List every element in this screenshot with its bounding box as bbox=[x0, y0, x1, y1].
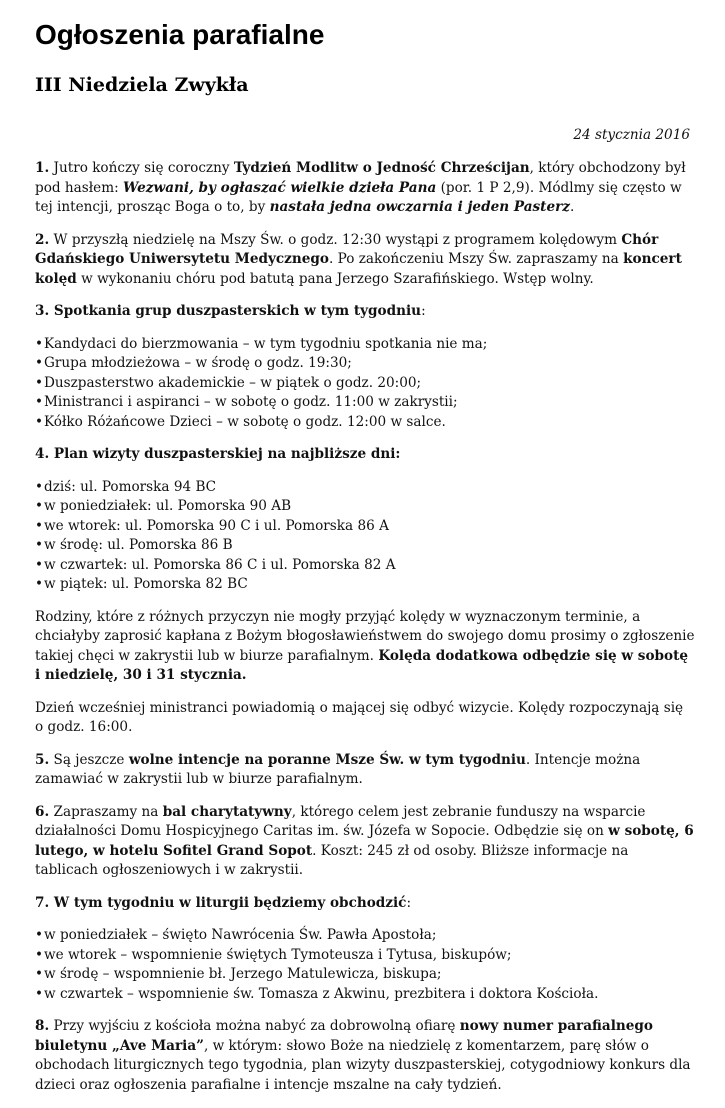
announcement-6 bbox=[35, 803, 695, 881]
group-meetings-list bbox=[35, 335, 695, 433]
announcement-emphasis: w sobotę, 6 lutego, w hotelu Sofitel Grand Sopot bbox=[35, 823, 694, 859]
bullet-icon: • bbox=[35, 966, 44, 982]
heading-colon: : bbox=[421, 303, 426, 319]
announcement-text: . Intencje można zamawiać w zakrystii lub w biurze parafialnym. bbox=[35, 751, 641, 787]
page-title: Ogłoszenia parafialne bbox=[35, 19, 325, 50]
list-item-text: w poniedziałek: ul. Pomorska 90 AB bbox=[44, 498, 292, 514]
announcement-text: Zapraszamy na bbox=[49, 803, 163, 820]
heading-colon: : bbox=[406, 894, 412, 911]
announcement-text: Jutro kończy się coroczny bbox=[49, 160, 234, 176]
list-item-text: Ministranci i aspiranci – w sobotę o godz. 11:00 w zakrystii; bbox=[44, 394, 458, 410]
bullet-icon: • bbox=[35, 335, 44, 352]
list-item bbox=[35, 556, 695, 576]
announcement-emphasis: wolne intencje na poranne Msze Św. w tym tygodniu bbox=[128, 751, 526, 768]
section-heading: 7. W tym tygodniu w liturgii będziemy obchodzić bbox=[35, 894, 407, 911]
list-item bbox=[35, 413, 695, 433]
bullet-icon: • bbox=[35, 556, 44, 573]
announcement-emphasis: koncert kolęd bbox=[35, 251, 682, 287]
list-item-text: w środę: ul. Pomorska 86 B bbox=[44, 537, 233, 553]
liturgy-list bbox=[35, 926, 695, 1004]
announcement-1 bbox=[35, 159, 695, 218]
list-item-text: w czwartek: ul. Pomorska 86 C i ul. Pomorska 82 A bbox=[44, 556, 396, 573]
announcement-number: 8. bbox=[35, 1018, 50, 1034]
announcement-3-heading bbox=[35, 302, 695, 322]
list-item bbox=[35, 393, 695, 413]
bullet-icon: • bbox=[35, 394, 44, 410]
list-item-text: w piątek: ul. Pomorska 82 BC bbox=[44, 576, 248, 592]
list-item-text: we wtorek: ul. Pomorska 90 C i ul. Pomorska 86 A bbox=[44, 517, 389, 534]
bullet-icon: • bbox=[35, 576, 44, 592]
announcement-text: , w którym: słowo Boże na niedzielę z komentarzem, parę słów o obchodach liturgicznych tego tygodnia, plan wizyty duszpasterskiej, cotygodniowy konkurs dla dzieci oraz ogłoszenia parafialne i intencje mszalne na cały tydzień. bbox=[35, 1037, 691, 1093]
bullet-icon: • bbox=[35, 517, 44, 534]
announcement-number: 2. bbox=[35, 231, 50, 248]
list-item-text: w poniedziałek – święto Nawrócenia Św. Pawła Apostoła; bbox=[44, 927, 437, 943]
list-item-text: Kółko Różańcowe Dzieci – w sobotę o godz. 12:00 w salce. bbox=[44, 413, 446, 430]
list-item bbox=[35, 965, 695, 985]
list-item-text: w czwartek – wspomnienie św. Tomasza z Akwinu, prezbitera i doktora Kościoła. bbox=[44, 985, 599, 1002]
list-item bbox=[35, 374, 695, 394]
list-item bbox=[35, 985, 695, 1005]
announcement-number: 6. bbox=[35, 803, 50, 820]
announcement-number: 1. bbox=[35, 160, 50, 176]
list-item-text: Duszpasterstwo akademickie – w piątek o godz. 20:00; bbox=[44, 374, 422, 391]
bullet-icon: • bbox=[35, 374, 44, 391]
page-subtitle: III Niedziela Zwykła bbox=[35, 74, 249, 96]
list-item bbox=[35, 335, 695, 355]
list-item bbox=[35, 354, 695, 374]
list-item-text: Kandydaci do bierzmowania – w tym tygodniu spotkania nie ma; bbox=[44, 335, 488, 352]
announcement-7-heading bbox=[35, 894, 695, 914]
announcement-2 bbox=[35, 231, 695, 290]
announcement-number: 5. bbox=[35, 751, 50, 768]
announcement-4-note bbox=[35, 608, 695, 686]
list-item-text: dziś: ul. Pomorska 94 BC bbox=[44, 478, 217, 495]
list-item bbox=[35, 946, 695, 966]
announcement-4-heading bbox=[35, 445, 695, 465]
announcement-text: Przy wyjściu z kościoła można nabyć za dobrowolną ofiarę bbox=[49, 1018, 460, 1034]
announcement-emphasis: nowy numer parafialnego biuletynu „Ave Maria” bbox=[35, 1018, 653, 1054]
list-item bbox=[35, 517, 695, 537]
announcement-date: 24 stycznia 2016 bbox=[573, 127, 690, 143]
announcement-emphasis: Chór Gdańskiego Uniwersytetu Medycznego bbox=[35, 231, 659, 267]
announcement-text: Rodziny, które z różnych przyczyn nie mogły przyjąć kolędy w wyznaczonym terminie, a chciałyby zaprosić kapłana z Bożym błogosławieństwem do swojego domu prosimy o zgłoszenie takiej chęci w zakrystii lub w biurze parafialnym. bbox=[35, 608, 695, 664]
list-item bbox=[35, 536, 695, 556]
announcement-8 bbox=[35, 1017, 695, 1095]
announcement-text: w wykonaniu chóru pod batutą pana Jerzego Szarafińskiego. Wstęp wolny. bbox=[76, 270, 594, 287]
announcement-5 bbox=[35, 751, 695, 790]
announcement-text: (por. 1 P 2,9). Módlmy się często w tej intencji, prosząc Boga o to, by bbox=[35, 179, 682, 215]
list-item bbox=[35, 478, 695, 498]
announcement-text: . Koszt: 245 zł od osoby. Bliższe informacje na tablicach ogłoszeniowych i w zakrystii. bbox=[35, 842, 629, 878]
announcement-text: Są jeszcze bbox=[49, 751, 129, 768]
pastoral-visit-list bbox=[35, 478, 695, 595]
bullet-icon: • bbox=[35, 355, 44, 371]
announcement-emphasis: Tydzień Modlitw o Jedność Chrześcijan bbox=[233, 160, 530, 176]
announcement-emphasis: bal charytatywny bbox=[162, 803, 292, 820]
bullet-icon: • bbox=[35, 498, 44, 514]
bullet-icon: • bbox=[35, 927, 44, 943]
bullet-icon: • bbox=[35, 946, 44, 963]
bullet-icon: • bbox=[35, 537, 44, 553]
bullet-icon: • bbox=[35, 413, 44, 430]
announcement-text: W przyszłą niedzielę na Mszy Św. o godz. 12:30 wystąpi z programem kolędowym bbox=[49, 231, 622, 248]
section-heading: 4. Plan wizyty duszpasterskiej na najbliższe dni: bbox=[35, 446, 401, 462]
announcement-quote: Wezwani, by ogłaszać wielkie dzieła Pana bbox=[123, 179, 437, 196]
announcement-emphasis: Kolęda dodatkowa odbędzie się w sobotę i niedzielę, 30 i 31 stycznia. bbox=[35, 647, 689, 683]
announcements-content bbox=[35, 159, 695, 1108]
list-item-text: we wtorek – wspomnienie świętych Tymoteusza i Tytusa, biskupów; bbox=[44, 946, 512, 963]
bullet-icon: • bbox=[35, 985, 44, 1002]
announcement-quote: nastała jedna owczarnia i jeden Pasterz bbox=[269, 199, 570, 215]
list-item bbox=[35, 575, 695, 595]
announcement-text: , którego celem jest zebranie funduszy na wsparcie działalności Domu Hospicyjnego Caritas im. św. Józefa w Sopocie. Odbędzie się on bbox=[35, 803, 646, 839]
announcement-text: , który obchodzony był pod hasłem: bbox=[35, 160, 686, 196]
list-item-text: Grupa młodzieżowa – w środę o godz. 19:30; bbox=[44, 355, 352, 371]
announcement-text: . Po zakończeniu Mszy Św. zapraszamy na bbox=[329, 251, 624, 267]
list-item-text: w środę – wspomnienie bł. Jerzego Matulewicza, biskupa; bbox=[44, 966, 442, 982]
bullet-icon: • bbox=[35, 478, 44, 495]
section-heading: 3. Spotkania grup duszpasterskich w tym tygodniu bbox=[35, 303, 422, 319]
announcement-4-info: Dzień wcześniej ministranci powiadomią o mającej się odbyć wizycie. Kolędy rozpoczynają się o godz. 16:00. bbox=[35, 699, 684, 735]
list-item bbox=[35, 497, 695, 517]
list-item bbox=[35, 926, 695, 946]
announcement-text: . bbox=[569, 199, 575, 215]
